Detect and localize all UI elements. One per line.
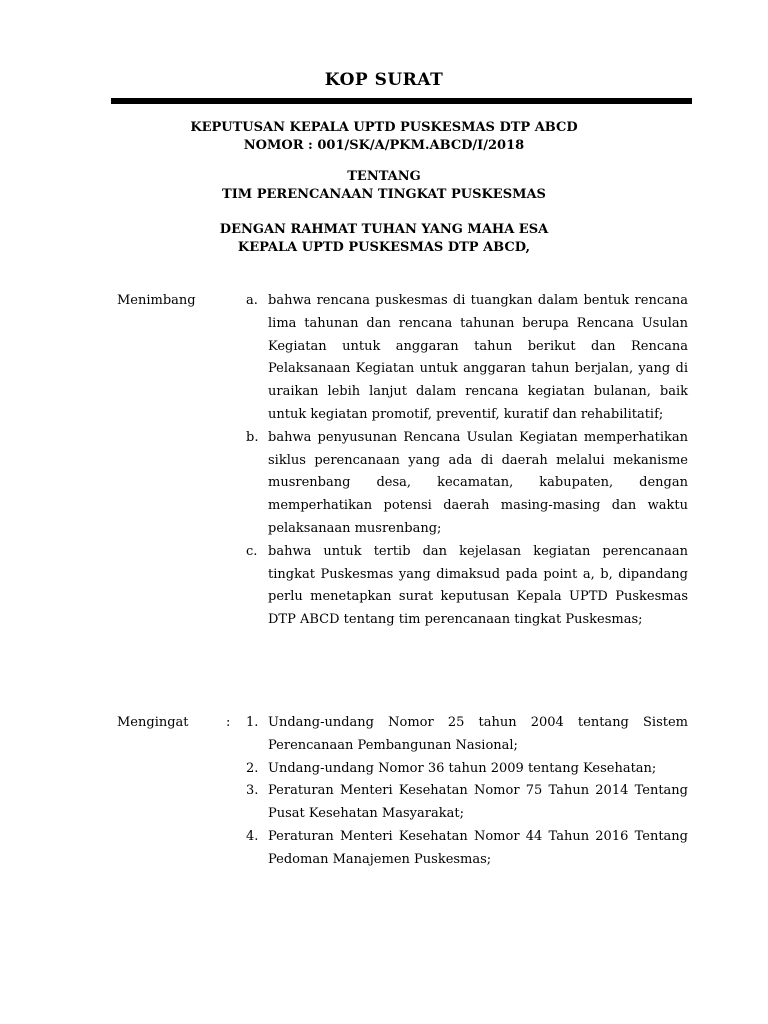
decree-subject-block bbox=[0, 168, 768, 204]
preamble-line-1: DENGAN RAHMAT TUHAN YANG MAHA ESA bbox=[219, 222, 549, 237]
item-marker: 2. bbox=[246, 760, 259, 776]
subject-title: TIM PERENCANAAN TINGKAT PUSKESMAS bbox=[222, 187, 546, 202]
item-text: Undang-undang Nomor 25 tahun 2004 tentang Sistem Perencanaan Pembangunan Nasional; bbox=[268, 715, 688, 753]
list-item bbox=[240, 780, 688, 826]
decree-title-block bbox=[0, 119, 768, 155]
mengingat-label: Mengingat bbox=[117, 715, 189, 730]
letterhead-divider bbox=[111, 98, 692, 104]
list-item bbox=[240, 290, 688, 427]
list-item bbox=[240, 541, 688, 632]
decree-title: KEPUTUSAN KEPALA UPTD PUSKESMAS DTP ABCD bbox=[190, 120, 578, 135]
item-marker: 3. bbox=[246, 783, 259, 799]
subject-heading: TENTANG bbox=[347, 169, 421, 184]
item-marker: 4. bbox=[246, 828, 259, 844]
item-text: Undang-undang Nomor 36 tahun 2009 tentang Kesehatan; bbox=[268, 760, 657, 776]
item-text: bahwa penyusunan Rencana Usulan Kegiatan memperhatikan siklus perencanaan yang ada di daerah melalui mekanisme musrenbang desa, kecamatan, kabupaten, dengan memperhatikan potensi daerah masing-masing dan waktu pelaksanaan musrenbang; bbox=[268, 429, 688, 536]
list-item bbox=[240, 712, 688, 758]
list-item bbox=[240, 758, 688, 781]
preamble-block bbox=[0, 221, 768, 257]
list-item bbox=[240, 427, 688, 541]
menimbang-list bbox=[240, 290, 688, 632]
decree-number: NOMOR : 001/SK/A/PKM.ABCD/I/2018 bbox=[243, 138, 525, 153]
preamble-line-2: KEPALA UPTD PUSKESMAS DTP ABCD, bbox=[237, 240, 531, 255]
item-marker: c. bbox=[246, 543, 258, 559]
item-text: bahwa rencana puskesmas di tuangkan dalam bentuk rencana lima tahunan dan rencana tahunan berupa Rencana Usulan Kegiatan untuk anggaran tahun berikut dan Rencana Pelaksanaan Kegiatan untuk anggaran tahun berjalan, yang di uraikan lebih lanjut dalam rencana kegiatan bulanan, baik untuk kegiatan promotif, preventif, kuratif dan rehabilitatif; bbox=[268, 293, 688, 422]
item-text: Peraturan Menteri Kesehatan Nomor 75 Tahun 2014 Tentang Pusat Kesehatan Masyarakat; bbox=[268, 783, 688, 822]
menimbang-label: Menimbang bbox=[117, 293, 196, 308]
item-text: bahwa untuk tertib dan kejelasan kegiatan perencanaan tingkat Puskesmas yang dimaksud pada point a, b, dipandang perlu menetapkan surat keputusan Kepala UPTD Puskesmas DTP ABCD tentang tim perencanaan tingkat Puskesmas; bbox=[268, 543, 688, 628]
list-item bbox=[240, 826, 688, 872]
item-text: Peraturan Menteri Kesehatan Nomor 44 Tahun 2016 Tentang Pedoman Manajemen Puskesmas; bbox=[268, 828, 688, 867]
mengingat-colon: : bbox=[226, 715, 231, 730]
item-marker: b. bbox=[246, 429, 259, 445]
item-marker: a. bbox=[246, 293, 258, 308]
mengingat-list bbox=[240, 712, 688, 872]
letterhead-title: KOP SURAT bbox=[324, 70, 444, 90]
item-marker: 1. bbox=[246, 715, 259, 730]
